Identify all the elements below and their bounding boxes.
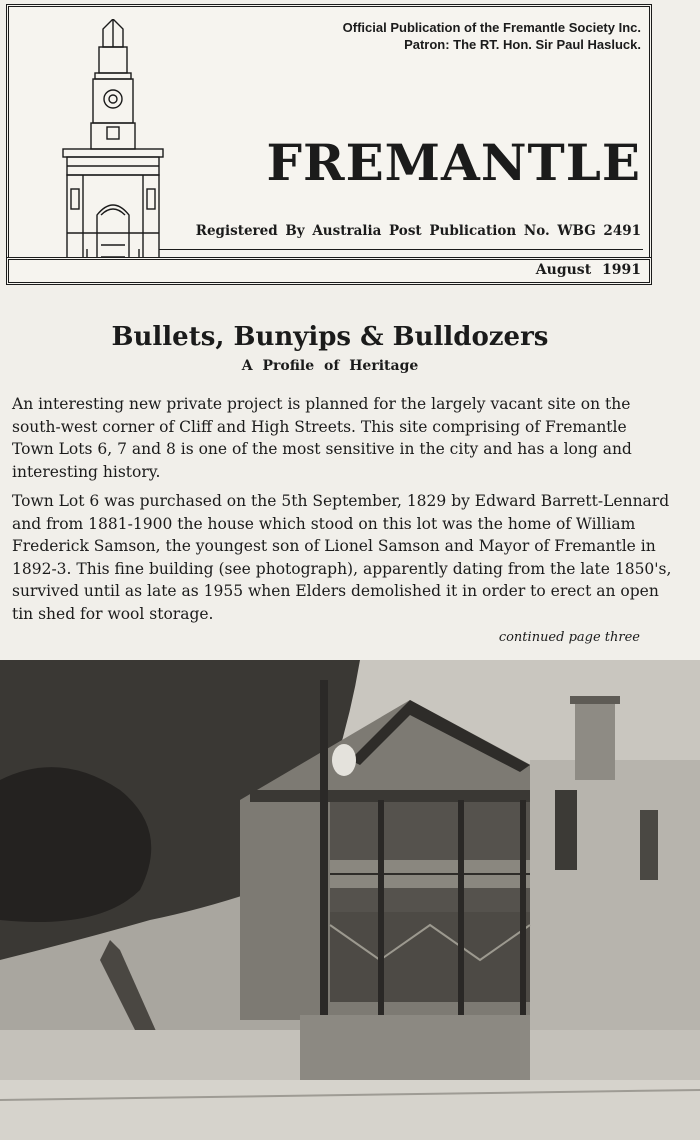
patron-line: Patron: The RT. Hon. Sir Paul Hasluck. xyxy=(404,37,641,52)
publication-title: FREMANTLE xyxy=(266,133,641,192)
issue-date: August 1991 xyxy=(535,262,641,278)
divider xyxy=(159,249,643,250)
article-paragraph: An interesting new private project is planned for the largely vacant site on the south-west corner of Cliff and High Streets. This site comprising of Fremantle Town Lots 6, 7 and 8 is one of the most sensitive in the city and has a long and interesting history. xyxy=(12,395,632,481)
article-headline: Bullets, Bunyips & Bulldozers xyxy=(111,322,549,352)
masthead xyxy=(6,4,652,262)
article-subhead: A Profile of Heritage xyxy=(241,358,419,374)
historic-house-photo xyxy=(0,660,700,1140)
registration-line: Registered By Australia Post Publication No. WBG 2491 xyxy=(195,223,641,239)
town-hall-tower-icon xyxy=(57,19,169,279)
continued-note: continued page three xyxy=(498,630,640,645)
article-paragraph: Town Lot 6 was purchased on the 5th September, 1829 by Edward Barrett-Lennard and from 1881-1900 the house which stood on this lot was the home of William Frederick Samson, the youngest son of Lionel Samson and Mayor of Fremantle in 1892-3. This fine building (see photograph), apparently dating from the late 1850's, survived until as late as 1955 when Elders demolished it in order to erect an open tin shed for wool storage. xyxy=(12,492,672,623)
official-publication-note xyxy=(343,19,641,53)
official-line: Official Publication of the Fremantle Society Inc. xyxy=(342,20,641,35)
date-bar xyxy=(6,257,652,285)
